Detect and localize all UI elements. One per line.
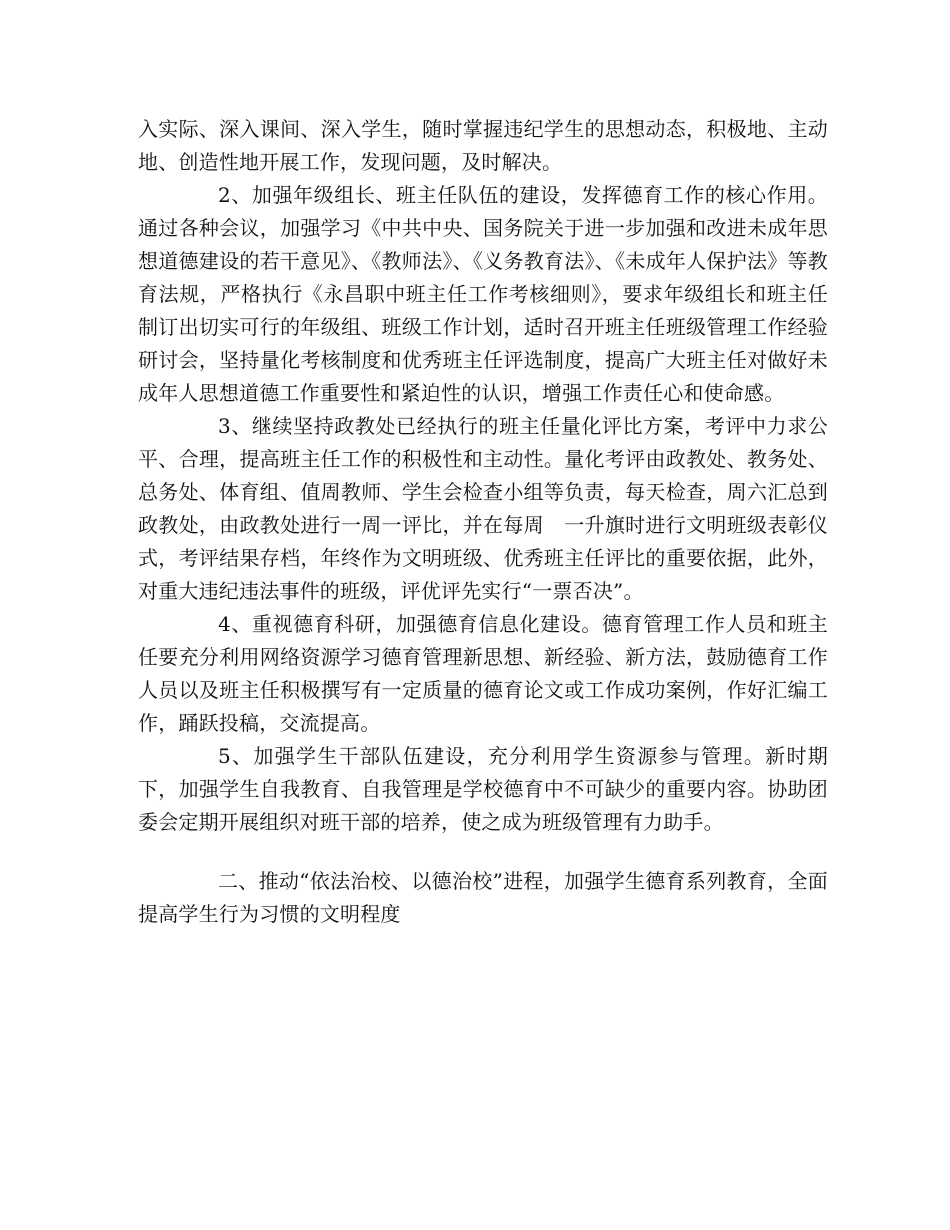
document-body [138, 113, 828, 931]
paragraph-item-4: 4、重视德育科研，加强德育信息化建设。德育管理工作人员和班主任要充分利用网络资源学习德育管理新思想、新经验、新方法，鼓励德育工作人员以及班主任积极撰写有一定质量的德育论文或工作成功案例，作好汇编工作，踊跃投稿，交流提高。 [138, 612, 828, 735]
paragraph-item-2: 2、加强年级组长、班主任队伍的建设，发挥德育工作的核心作用。通过各种会议，加强学习《中共中央、国务院关于进一步加强和改进未成年思想道德建设的若干意见》、《教师法》、《义务教育法》、《未成年人保护法》等教育法规，严格执行《永昌职中班主任工作考核细则》，要求年级组长和班主任制订出切实可行的年级组、班级工作计划，适时召开班主任班级管理工作经验研讨会，坚持量化考核制度和优秀班主任评选制度，提高广大班主任对做好未成年人思想道德工作重要性和紧迫性的认识，增强工作责任心和使命感。 [138, 183, 828, 405]
paragraph-item-3: 3、继续坚持政教处已经执行的班主任量化评比方案，考评中力求公平、合理，提高班主任工作的积极性和主动性。量化考评由政教处、教务处、总务处、体育组、值周教师、学生会检查小组等负责，每天检查，周六汇总到政教处，由政教处进行一周一评比，并在每周 一升旗时进行文明班级表彰仪式，考评结果存档，年终作为文明班级、优秀班主任评比的重要依据，此外，对重大违纪违法事件的班级，评优评先实行“一票否决”。 [138, 414, 828, 603]
paragraph-continuation: 入实际、深入课间、深入学生，随时掌握违纪学生的思想动态，积极地、主动地、创造性地开展工作，发现问题，及时解决。 [138, 117, 828, 174]
paragraph-item-5: 5、加强学生干部队伍建设，充分利用学生资源参与管理。新时期下，加强学生自我教育、自我管理是学校德育中不可缺少的重要内容。协助团委会定期开展组织对班干部的培养，使之成为班级管理有力助手。 [138, 744, 828, 834]
section-spacer [138, 839, 828, 865]
section-heading: 二、推动“依法治校、以德治校”进程，加强学生德育系列教育，全面提高学生行为习惯的文明程度 [138, 869, 828, 926]
